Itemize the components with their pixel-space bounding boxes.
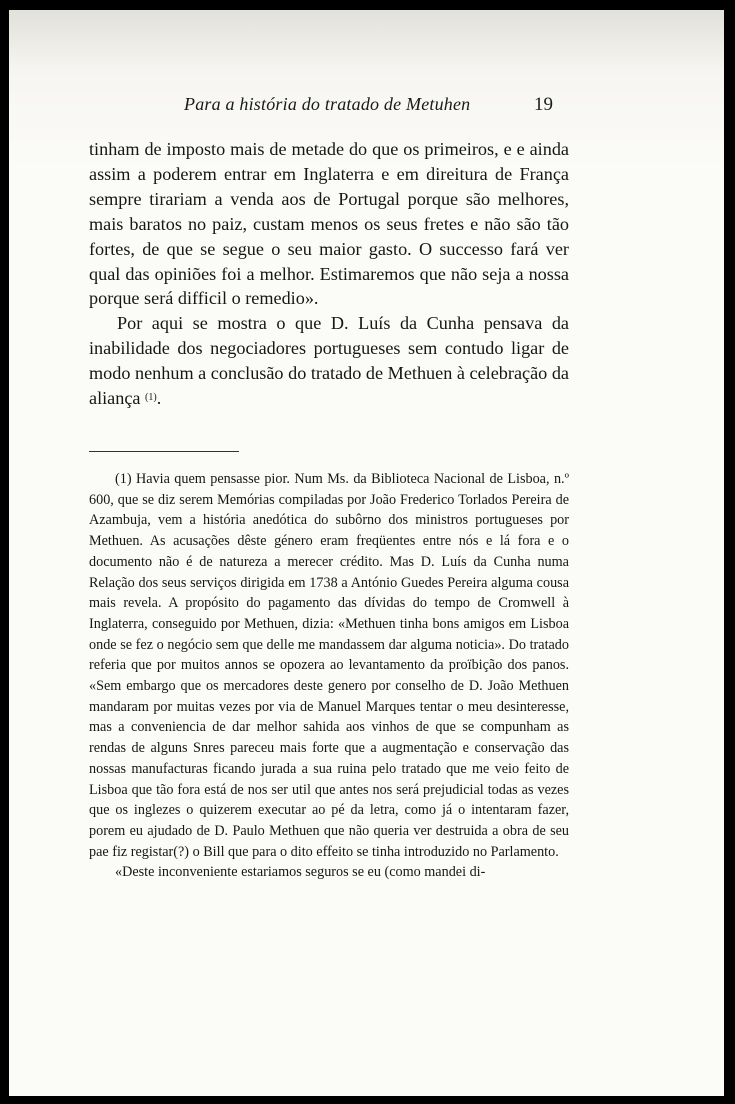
book-page [9,10,724,1096]
paragraph [89,311,569,411]
footnote-text: Havia quem pensasse pior. Num Ms. da Biblioteca Nacional de Lisboa, n.º 600, que se diz serem Memórias compiladas por João Frederico Torlados Pereira de Azambuja, vem a história anedótica do subôrno dos ministros portugueses por Methuen. As acusações dêste género eram freqüentes entre nós e lá fora e o documento não é de natureza a merecer crédito. Mas D. Luís da Cunha numa Relação dos seus serviços dirigida em 1738 a António Guedes Pereira alguma cousa mais revela. A propósito do pagamento das dívidas do tempo de Cromwell à Inglaterra, conseguido por Methuen, dizia: «Methuen tinha bons amigos em Lisboa onde se fez o negócio sem que delle me mandassem dar alguma noticia». Do tratado referia que por muitos annos se opozera ao levantamento da proïbição dos panos. «Sem embargo que os mercadores deste genero por conselho de D. João Methuen mandaram por muitas vezes por via de Manuel Marques tentar o meu desinteresse, mas a conveniencia de dar melhor sahida aos vinhos de que se compunham as rendas de alguns Snres pareceu mais forte que a augmentação e conservação das nossas manufacturas ficando jurada a sua ruina pelo tratado que me veio feito de Lisboa que tão fora está de nos ser util que antes nos será prejudicial todas as vezes que os inglezes o quizerem executar ao pé da letra, como já o intentaram fazer, porem eu ajudado de D. Paulo Methuen que não queria ver destruida a obra de seu pae fiz registar(?) o Bill que para o dito effeito se tinha introduzido no Parlamento. [89,471,569,860]
footnote-mark: (1) [115,471,132,487]
footnote-reference: (1) [145,392,157,404]
page-shadow [9,10,724,70]
footnote [89,469,569,862]
footnotes [89,469,569,883]
paragraph-text: Por aqui se mostra o que D. Luís da Cunha pensava da inabilidade dos negociadores portugueses sem contudo ligar de modo nenhum a conclusão do tratado de Methuen à celebração da aliança [89,313,569,409]
paragraph-end: . [156,388,162,409]
page-number: 19 [534,94,553,115]
page-header [9,94,724,120]
running-title: Para a história do tratado de Metuhen [184,94,471,114]
paragraph: tinham de imposto mais de metade do que os primeiros, e e ainda assim a poderem entrar em Inglaterra e em direitura de França sempre tirariam a venda aos de Portugal porque são melhores, mais baratos no paiz, custam menos os seus fretes e não são tão fortes, de que se segue o seu maior gasto. O successo fará ver qual das opiniões foi a melhor. Estimaremos que não seja a nossa porque será difficil o remedio». [89,139,569,309]
footnote-divider [89,451,239,452]
footnote-continuation: «Deste inconveniente estariamos seguros se eu (como mandei di- [115,864,486,881]
main-text [89,137,569,411]
